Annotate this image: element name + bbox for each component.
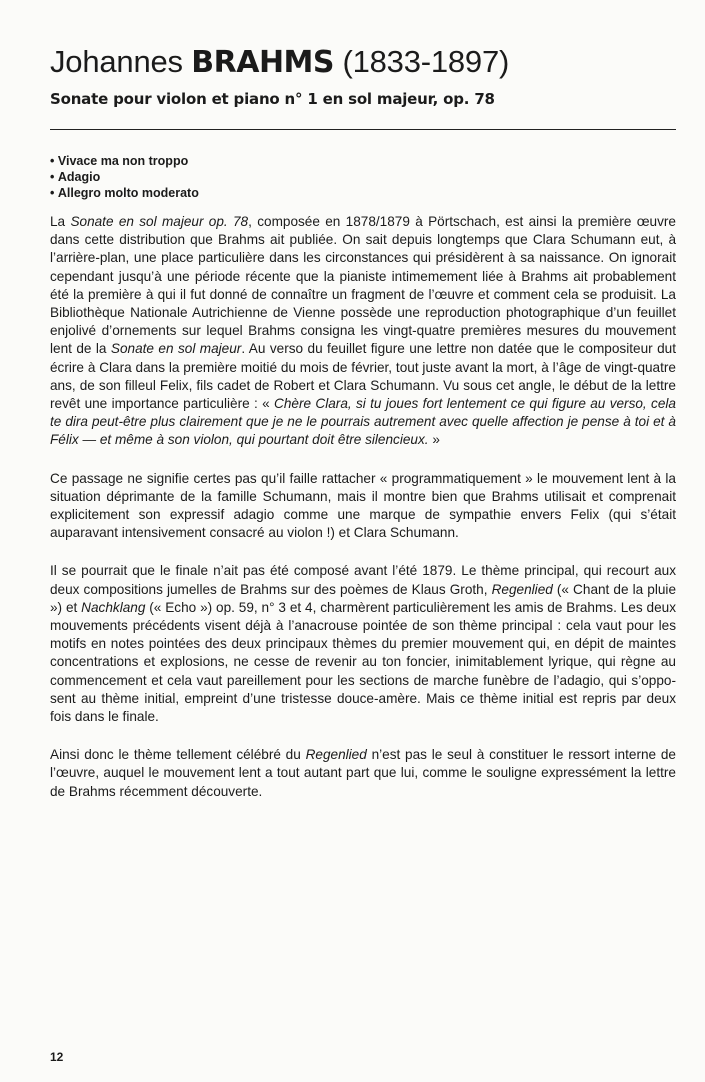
italic-text: Regenlied xyxy=(491,581,553,597)
text-run: » xyxy=(428,432,440,448)
composer-last-name: BRAHMS xyxy=(191,45,335,80)
italic-text: Sonate en sol majeur op. 78 xyxy=(70,214,249,229)
text-run: Il se pourrait que le finale n’ait pas été composé avant l’été 1879. Le thème principal, qui recourt aux deux compositions jumelles de Brahms sur des poèmes de Klaus Groth, xyxy=(50,563,676,597)
body-text xyxy=(50,213,676,801)
body-paragraph xyxy=(50,213,676,450)
composer-years: (1833-1897) xyxy=(334,44,510,79)
title-divider xyxy=(50,129,676,130)
text-run: (« Echo ») op. 59, n° 3 et 4, charmèrent particulièrement les amis de Brahms. Les deux mouvements précédents visent déjà à l’anacrouse pointée de son thème principal : cela vaut pour les motifs en notes pointées des deux principaux thèmes du premier mouvement qui, en dépit de maintes concentrations et explosions, ne cesse de revenir au ton foncier, inimitablement lyrique, qui règne au commencement et cela vaut pareillement pour les sections de marche funèbre de l’adagio, qui s’opposent au thème initial, empreint d’une tristesse douce-amère. Mais ce thème initial est repris par deux fois dans le finale. xyxy=(50,599,676,725)
text-run: Ce passage ne signifie certes pas qu’il faille rattacher « programmatiquement » le mouvement lent à la situation déprimante de la famille Schumann, mais il montre bien que Brahms utilisait et comprenait explicitement son expressif adagio comme une marque de sympathie envers Felix (qui s’était auparavant intensivement consacré au violon !) et Clara Schumann. xyxy=(50,470,676,541)
text-run: Ainsi donc le thème tellement célébré du xyxy=(50,747,306,763)
composer-first-name: Johannes xyxy=(50,44,192,79)
work-title: Sonate pour violon et piano n° 1 en sol majeur, op. 78 xyxy=(50,90,495,108)
movement-item: • Vivace ma non troppo xyxy=(50,153,676,169)
italic-text: Regenlied xyxy=(305,747,367,763)
body-paragraph xyxy=(50,562,676,726)
text-run: La xyxy=(50,214,71,229)
body-paragraph xyxy=(50,746,676,801)
italic-text: Chère Clara, si tu joues fort lentement ce qui figure au verso, cela te dira peut-être plus clairement que je ne le pourrais autrement avec quelle affection je pense à toi et à Félix — et même à son violon, qui pourtant doit être silencieux. xyxy=(50,396,676,448)
text-run: . Au verso du feuillet figure une lettre non datée que le compositeur dut écrire à Clara dans la première moitié du mois de février, tout juste avant la mort, à l’âge de vingt-quatre ans, de son filleul Felix, fils cadet de Robert et Clara Schumann. Vu sous cet angle, le début de la lettre revêt une importance particulière : « xyxy=(50,341,676,412)
page-content xyxy=(50,42,676,821)
page-title xyxy=(50,42,676,83)
movement-item: • Allegro molto moderato xyxy=(50,185,676,201)
italic-text: Nachklang xyxy=(81,599,146,615)
page-number: 12 xyxy=(50,1050,64,1064)
text-run: (« Chant de la pluie ») et xyxy=(50,581,677,615)
text-run: n’est pas le seul à constituer le ressort interne de l’œuvre, auquel le mouvement lent a tout autant part que lui, comme le souligne expressément la lettre de Brahms récemment découverte. xyxy=(50,747,676,799)
movement-item: • Adagio xyxy=(50,169,676,185)
text-run: , composée en 1878/1879 à Pörtschach, est ainsi la première œuvre dans cette distribution que Brahms ait publiée. On sait depuis longtemps que Clara Schumann eut, à l’arrière-plan, une place particulière dans les circonstances qui présidèrent à sa naissance. On ignorait cependant jusqu’à une période récente que la pianiste intimemement liée à Brahms ait probablement été la première à qui il fut donné de connaître un fragment de l’œuvre et comment cela se produisit. La Bibliothèque Nationale Autrichienne de Vienne possède une reproduction photographique d’un feuillet enjolivé d’ornements sur lequel Brahms consigna les vingt-quatre premières mesures du mouvement lent de la xyxy=(50,214,676,357)
movement-list xyxy=(50,153,676,201)
body-paragraph xyxy=(50,470,676,543)
italic-text: Sonate en sol majeur xyxy=(110,341,242,357)
